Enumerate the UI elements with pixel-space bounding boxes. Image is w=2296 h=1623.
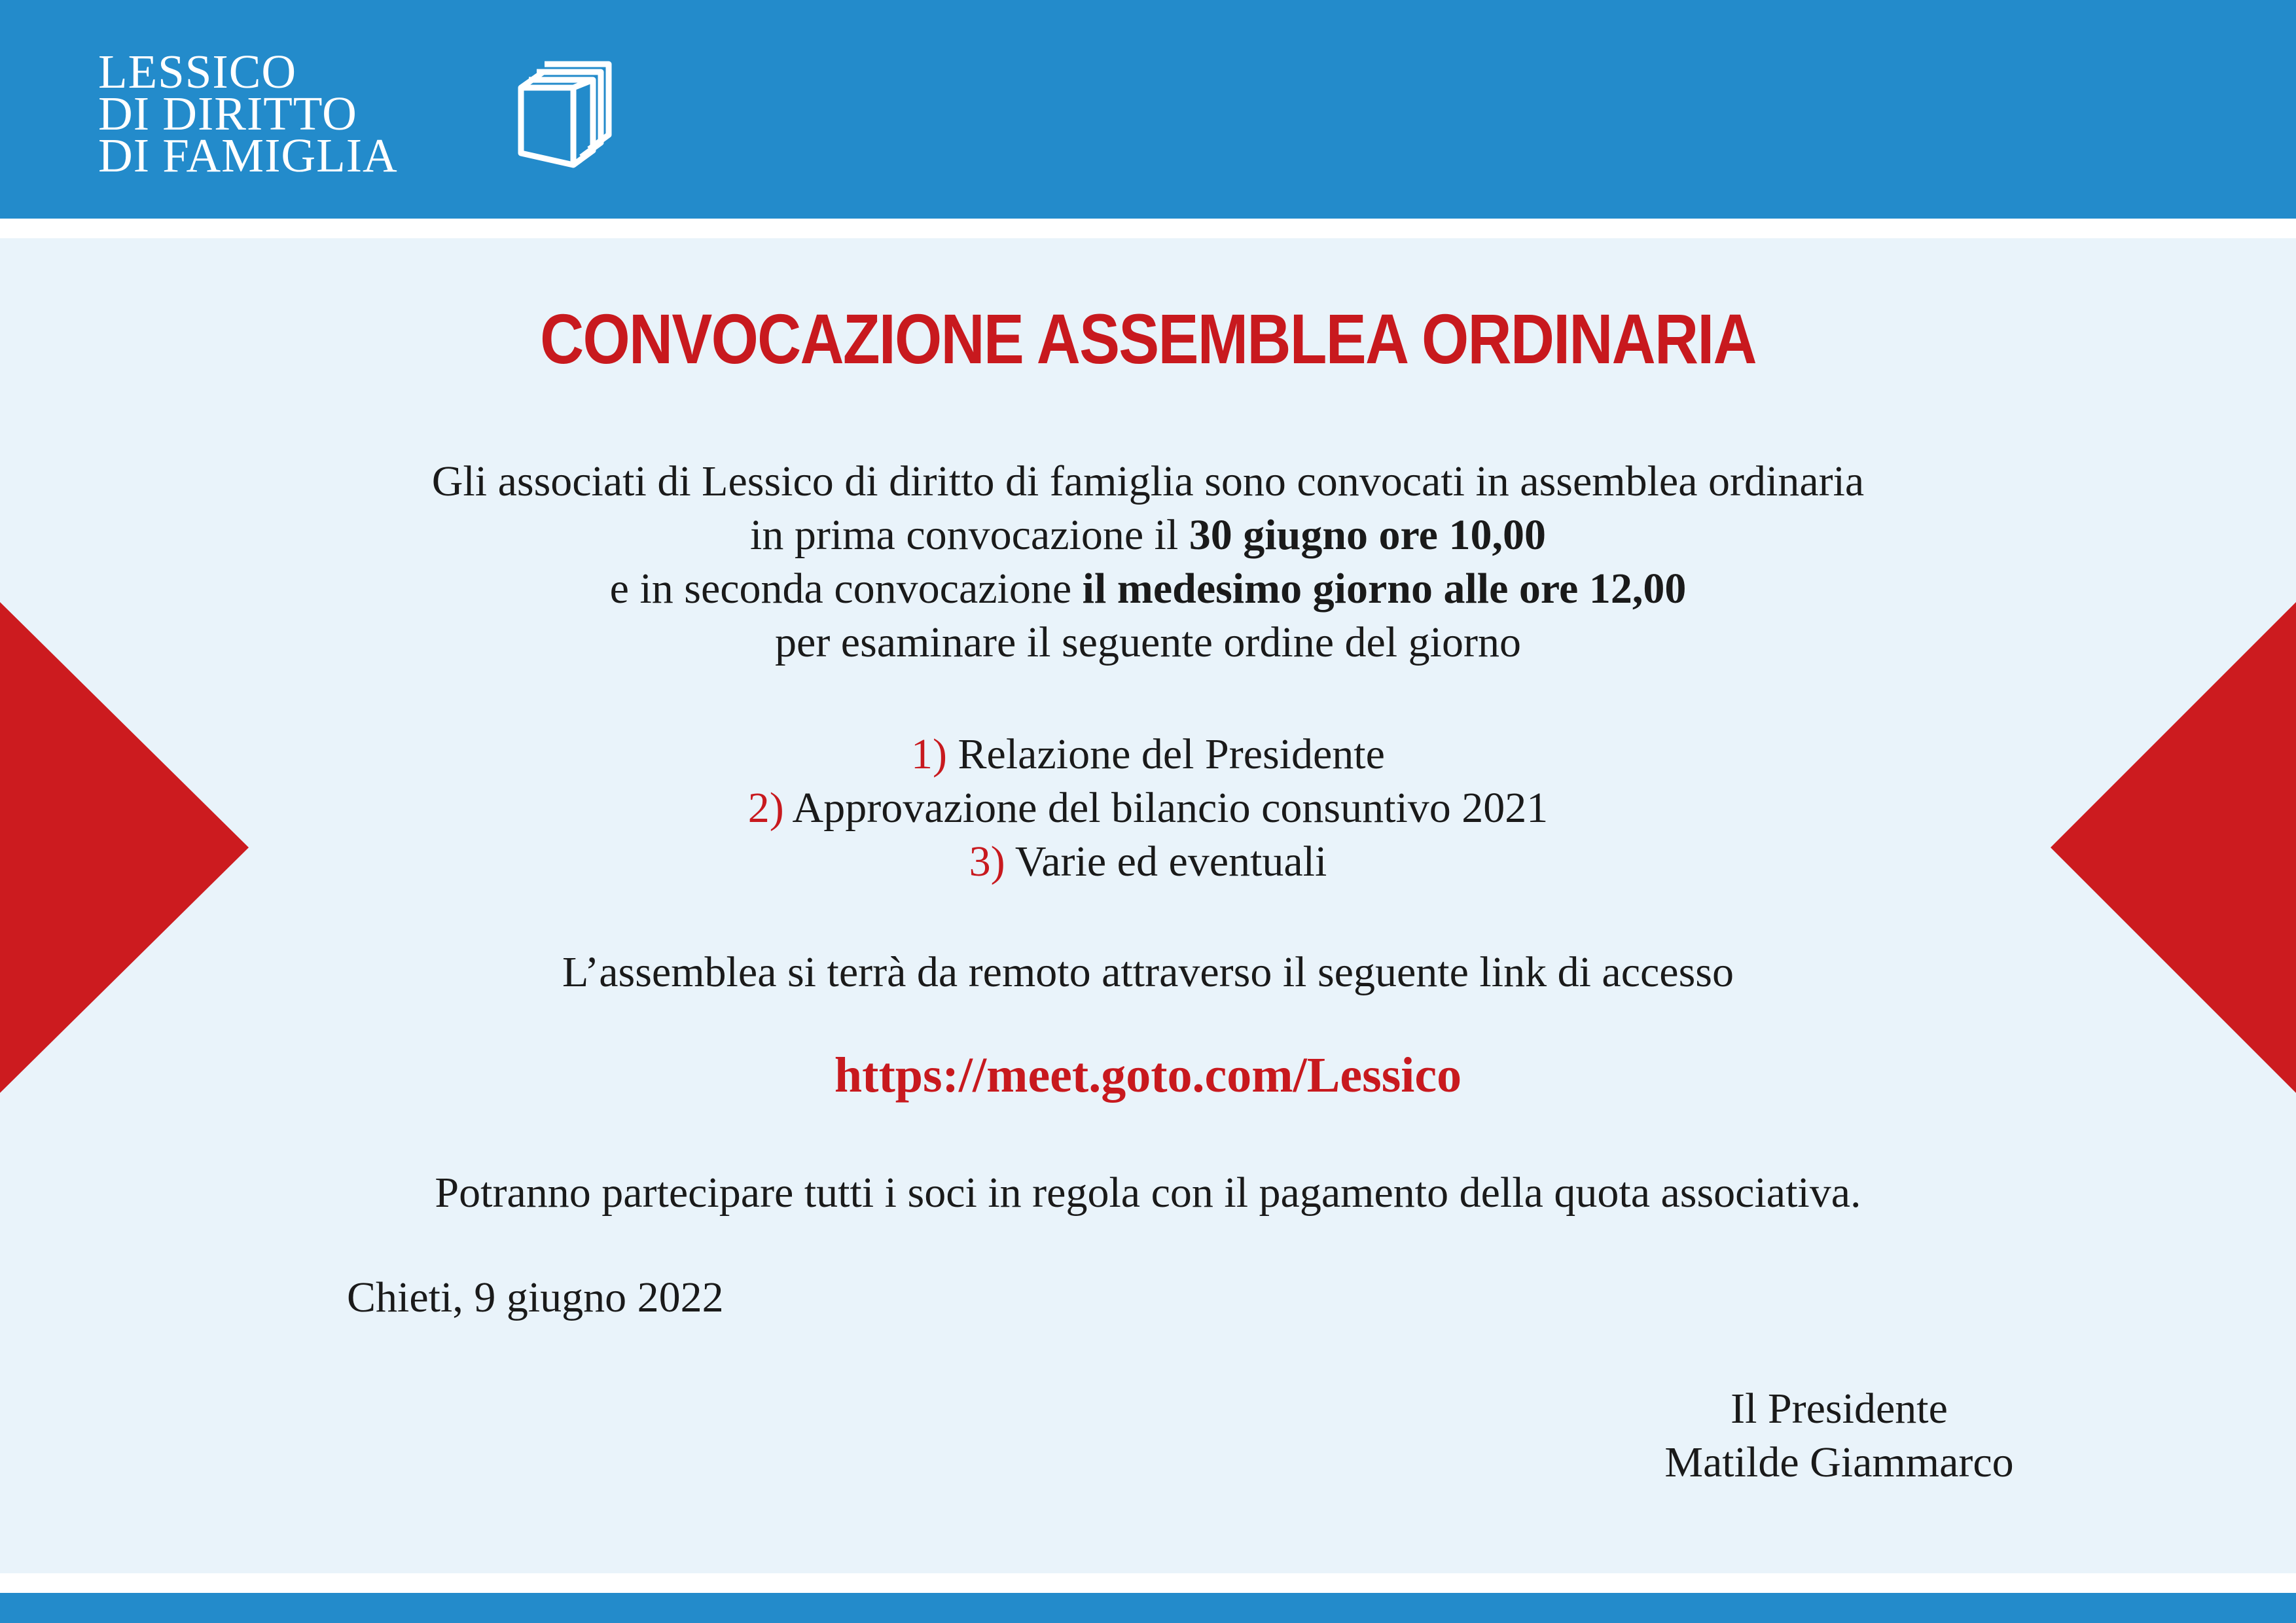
intro-line-4: per esaminare il seguente ordine del giorno [775, 618, 1521, 666]
agenda-text: Approvazione del bilancio consuntivo 2021 [783, 784, 1549, 832]
signature-block [1636, 1382, 2042, 1489]
page-title: CONVOCAZIONE ASSEMBLEA ORDINARIA [540, 299, 1756, 378]
brand-logo [98, 45, 398, 182]
agenda-text: Relazione del Presidente [947, 730, 1385, 778]
agenda-number: 1) [911, 730, 948, 778]
intro-line-3 [0, 562, 2296, 616]
content-panel [0, 238, 2296, 1573]
logo-line-1: LESSICO [98, 45, 297, 98]
convocation-intro [0, 455, 2296, 669]
agenda-item [0, 835, 2296, 889]
logo-line-3: DI FAMIGLIA [98, 129, 398, 182]
participation-note: Potranno partecipare tutti i soci in regola con il pagamento della quota associativa. [435, 1169, 1861, 1217]
signature-name: Matilde Giammarco [1664, 1438, 2014, 1486]
footer-bar [0, 1593, 2296, 1623]
agenda-number: 2) [747, 784, 784, 832]
place-date: Chieti, 9 giugno 2022 [347, 1274, 724, 1321]
agenda-list [0, 728, 2296, 889]
intro-line-2 [0, 508, 2296, 562]
meeting-link[interactable]: https://meet.goto.com/Lessico [834, 1048, 1462, 1103]
first-call-date: 30 giugno ore 10,00 [1189, 511, 1546, 559]
signature-role: Il Presidente [1731, 1385, 1948, 1433]
intro-line-2-text: in prima convocazione il [750, 511, 1189, 559]
second-call-date: il medesimo giorno alle ore 12,00 [1082, 565, 1687, 613]
intro-line-3-text: e in seconda convocazione [609, 565, 1083, 613]
logo-line-2: DI DIRITTO [98, 87, 357, 140]
books-icon [517, 58, 615, 169]
agenda-item [0, 781, 2296, 835]
agenda-text: Varie ed eventuali [1005, 838, 1327, 885]
agenda-number: 3) [969, 838, 1005, 885]
intro-line-1: Gli associati di Lessico di diritto di famiglia sono convocati in assemblea ordinaria [431, 457, 1865, 505]
remote-note: L’assemblea si terrà da remoto attraverso il seguente link di accesso [562, 948, 1734, 996]
agenda-item [0, 728, 2296, 781]
